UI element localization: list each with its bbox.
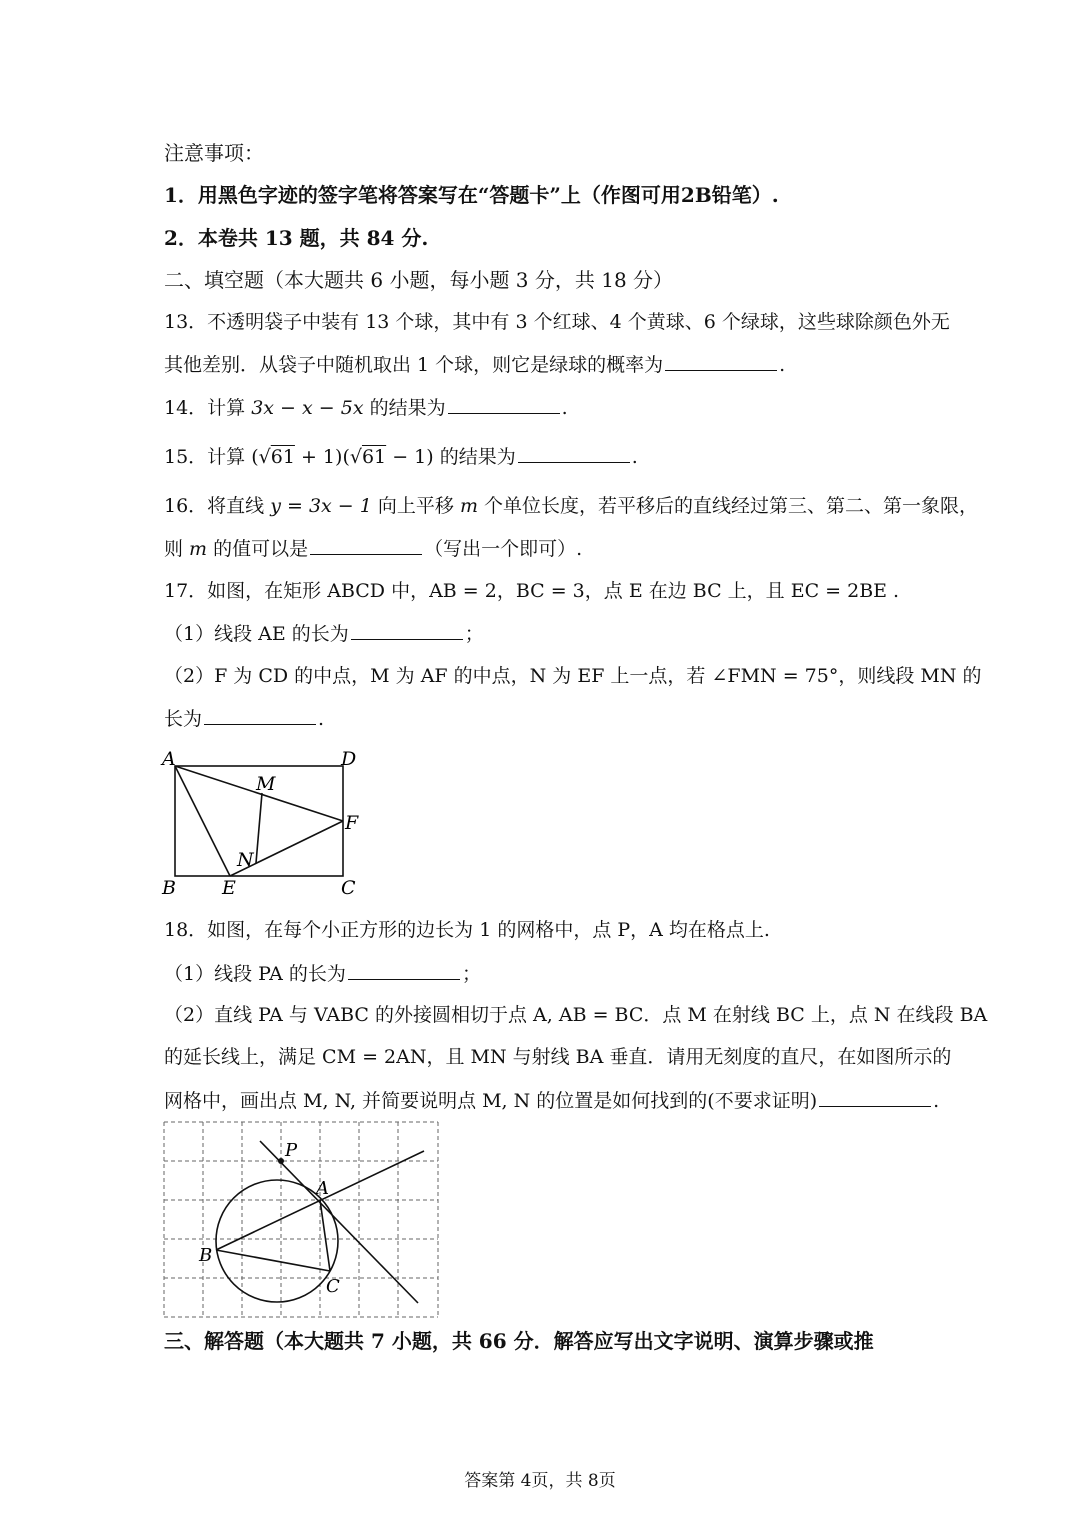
q16-text-c: 个单位长度，若平移后的直线经过第三、第二、第一象限， [477,495,979,517]
label-C: C [326,1276,340,1297]
label-A: A [316,1178,329,1199]
q18-part2-line1: （2）直线 PA 与 VABC 的外接圆相切于点 A, AB = BC．点 M 在射线 BC 上，点 N 在线段 BA [164,1004,988,1026]
q15-expr-b: + 1)(√ [294,446,362,468]
q15-expr-c: − 1) [386,446,434,468]
q18-part2-line2: 的延长线上，满足 CM = 2AN，且 MN 与射线 BA 垂直．请用无刻度的直尺，在如图所示的 [164,1046,952,1068]
q14 [164,395,568,420]
q13-end: . [779,354,786,376]
label-N: N [237,849,254,871]
q18-figure [158,1117,448,1322]
q15-radicand-2: 61 [361,446,387,468]
answer-blank [310,536,422,555]
q17-part1-end: ； [464,623,484,645]
q17-part1 [164,621,484,646]
q16-text-f: （写出一个即可）. [424,538,583,560]
label-M: M [256,773,276,795]
q18-part1-text: （1）线段 PA 的长为 [164,963,346,985]
section2-header: 二、填空题（本大题共 6 小题，每小题 3 分，共 18 分） [164,268,674,292]
page-footer: 答案第 4页，共 8页 [464,1471,616,1491]
label-B: B [199,1245,213,1266]
q17-part2: （2）F 为 CD 的中点，M 为 AF 的中点，N 为 EF 上一点，若 ∠FMN = 75°，则线段 MN 的 [164,665,982,687]
answer-blank [819,1088,931,1107]
q14-end: . [561,397,568,419]
q13-text: 其他差别．从袋子中随机取出 1 个球，则它是绿球的概率为 [164,354,664,376]
q16-text-e: 的值可以是 [207,538,309,560]
notice-title: 注意事项： [164,141,264,165]
q15-suffix: 的结果为 [433,446,516,468]
notice-item-1: 1．用黑色字迹的签字笔将答案写在“答题卡”上（作图可用2B铅笔）. [164,183,779,207]
answer-blank [518,444,630,463]
label-A: A [162,748,176,770]
label-C: C [341,877,356,899]
label-P: P [285,1140,298,1161]
q16-text-a: 16．将直线 [164,495,271,517]
point-P [278,1158,284,1164]
notice-item-2: 2．本卷共 13 题，共 84 分. [164,226,429,250]
q17-line1: 17．如图，在矩形 ABCD 中，AB = 2，BC = 3，点 E 在边 BC 上，且 EC = 2BE . [164,580,900,602]
q16-line1 [164,494,978,518]
q18-part2-text: 网格中，画出点 M, N, 并简要说明点 M, N 的位置是如何找到的(不要求证明) [164,1090,818,1112]
label-B: B [162,877,176,899]
q17-part2-line2 [164,706,324,731]
q16-m2: m [189,538,208,560]
q17-figure [158,745,368,900]
q14-expr: 3x − x − 5x [251,397,364,419]
answer-blank [448,395,560,414]
label-F: F [345,812,359,834]
q16-m: m [459,495,478,517]
q16-expr: y = 3x − 1 [270,495,372,517]
q15 [164,444,638,469]
q15-radicand-1: 61 [270,446,295,468]
label-D: D [341,748,357,770]
q17-part2-text: 长为 [164,708,203,730]
q14-suffix: 的结果为 [363,397,446,419]
q16-text-d: 则 [164,538,190,560]
q18-part2-end: . [933,1090,940,1112]
q14-prefix: 14．计算 [164,397,252,419]
label-E: E [222,877,236,899]
q15-expr-a: (√ [251,446,271,468]
q15-end: . [631,446,638,468]
q17-part1-text: （1）线段 AE 的长为 [164,623,349,645]
answer-blank [351,621,463,640]
q18-part1-end: ； [461,963,481,985]
q18-part2-line3 [164,1088,939,1113]
answer-blank [665,352,777,371]
section3-header: 三、解答题（本大题共 7 小题，共 66 分．解答应写出文字说明、演算步骤或推 [164,1329,874,1353]
q16-text-b: 向上平移 [371,495,460,517]
q17-part2-end: . [318,708,325,730]
q16-line2 [164,536,582,561]
answer-blank [204,706,316,725]
q15-prefix: 15．计算 [164,446,252,468]
q13-line1: 13．不透明袋子中装有 13 个球，其中有 3 个红球、4 个黄球、6 个绿球，这些球除颜色外无 [164,311,950,333]
q18-line1: 18．如图，在每个小正方形的边长为 1 的网格中，点 P，A 均在格点上. [164,919,770,941]
answer-blank [348,961,460,980]
q13-line2 [164,352,785,377]
q18-part1 [164,961,481,986]
